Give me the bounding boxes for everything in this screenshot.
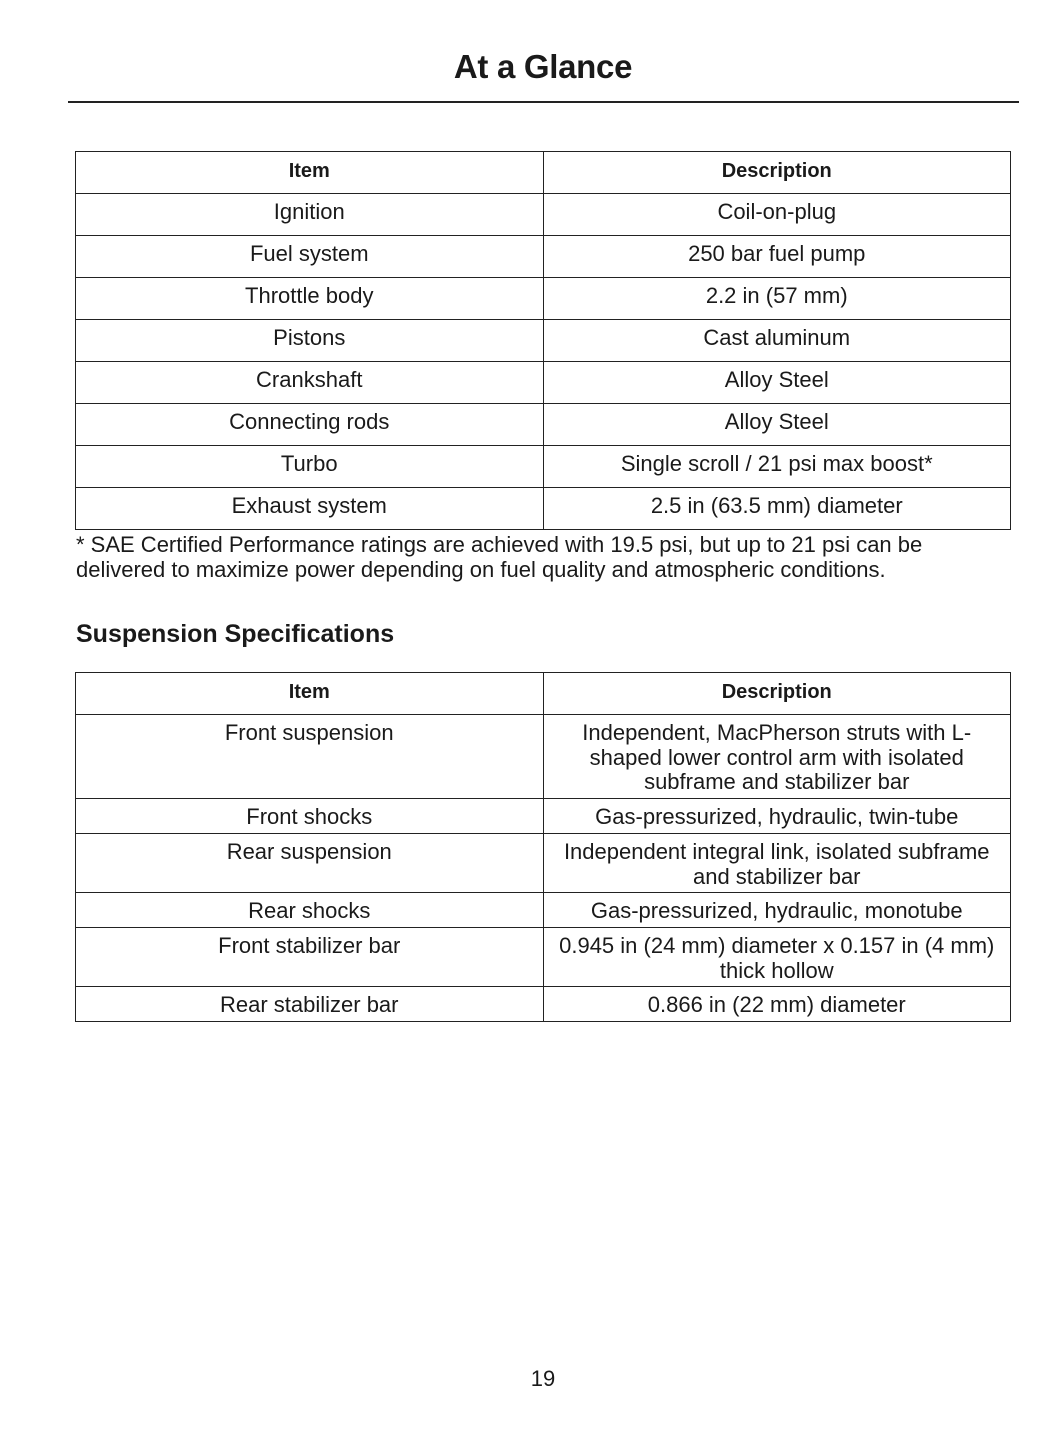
table-row xyxy=(76,362,1011,404)
description-cell: Coil-on-plug xyxy=(543,194,1011,236)
description-cell: Gas-pressurized, hydraulic, twin-tube xyxy=(543,799,1011,834)
table-row xyxy=(76,278,1011,320)
table-row xyxy=(76,320,1011,362)
item-cell: Front shocks xyxy=(76,799,544,834)
description-cell: Alloy Steel xyxy=(543,404,1011,446)
item-cell: Rear suspension xyxy=(76,834,544,893)
table-row xyxy=(76,987,1011,1022)
page-title: At a Glance xyxy=(453,48,633,85)
title-divider xyxy=(68,101,1019,103)
item-cell: Throttle body xyxy=(76,278,544,320)
item-cell: Pistons xyxy=(76,320,544,362)
item-cell: Front suspension xyxy=(76,715,544,799)
item-cell: Fuel system xyxy=(76,236,544,278)
header-description: Description xyxy=(543,152,1011,194)
header-item: Item xyxy=(76,673,544,715)
table-row xyxy=(76,799,1011,834)
item-cell: Ignition xyxy=(76,194,544,236)
description-cell: Independent integral link, isolated subframe and stabilizer bar xyxy=(543,834,1011,893)
header-item: Item xyxy=(76,152,544,194)
suspension-spec-table xyxy=(75,672,1011,1022)
table-header-row xyxy=(76,152,1011,194)
table-row xyxy=(76,834,1011,893)
description-cell: 2.5 in (63.5 mm) diameter xyxy=(543,488,1011,530)
description-cell: Alloy Steel xyxy=(543,362,1011,404)
description-cell: 250 bar fuel pump xyxy=(543,236,1011,278)
description-cell: Independent, MacPherson struts with L-shaped lower control arm with isolated subframe and stabilizer bar xyxy=(543,715,1011,799)
page-number: 19 xyxy=(530,1366,556,1391)
item-cell: Rear stabilizer bar xyxy=(76,987,544,1022)
table-row xyxy=(76,893,1011,928)
description-cell: 0.945 in (24 mm) diameter x 0.157 in (4 mm) thick hollow xyxy=(543,928,1011,987)
item-cell: Crankshaft xyxy=(76,362,544,404)
table-row xyxy=(76,236,1011,278)
description-cell: Cast aluminum xyxy=(543,320,1011,362)
item-cell: Connecting rods xyxy=(76,404,544,446)
table-row xyxy=(76,928,1011,987)
table-header-row xyxy=(76,673,1011,715)
item-cell: Turbo xyxy=(76,446,544,488)
engine-spec-table xyxy=(75,151,1011,530)
item-cell: Front stabilizer bar xyxy=(76,928,544,987)
item-cell: Rear shocks xyxy=(76,893,544,928)
item-cell: Exhaust system xyxy=(76,488,544,530)
footnote: * SAE Certified Performance ratings are achieved with 19.5 psi, but up to 21 psi can be delivered to maximize power depending on fuel quality and atmospheric conditions. xyxy=(76,532,923,582)
table-row xyxy=(76,715,1011,799)
table-row xyxy=(76,446,1011,488)
table-row xyxy=(76,194,1011,236)
table-row xyxy=(76,488,1011,530)
description-cell: Single scroll / 21 psi max boost* xyxy=(543,446,1011,488)
table-row xyxy=(76,404,1011,446)
header-description: Description xyxy=(543,673,1011,715)
description-cell: Gas-pressurized, hydraulic, monotube xyxy=(543,893,1011,928)
section-heading: Suspension Specifications xyxy=(76,620,395,648)
description-cell: 2.2 in (57 mm) xyxy=(543,278,1011,320)
description-cell: 0.866 in (22 mm) diameter xyxy=(543,987,1011,1022)
